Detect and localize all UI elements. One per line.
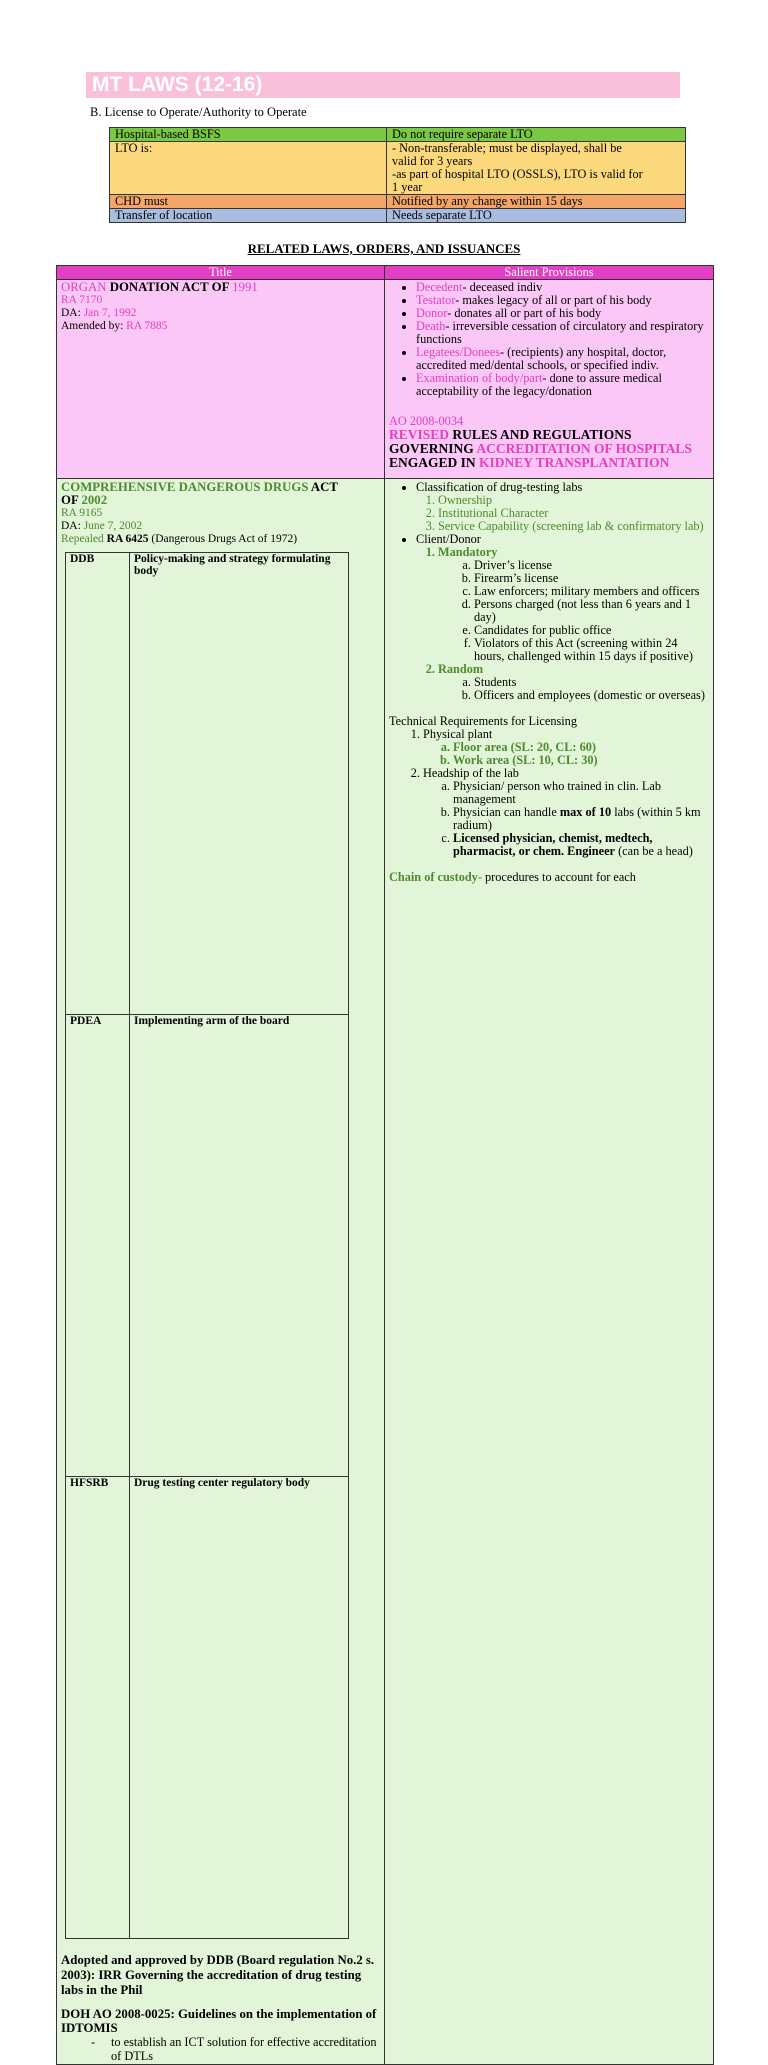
headship-list [423, 780, 709, 858]
section-subtitle: B. License to Operate/Authority to Operate [90, 105, 307, 119]
tech-requirements-label: Technical Requirements for Licensing [389, 714, 577, 728]
table-row [110, 195, 686, 209]
column-header-provisions: Salient Provisions [385, 266, 714, 280]
drugs-provisions-cell [385, 479, 714, 2065]
list-item: • Testator- makes legacy of all or part of his body [416, 294, 709, 307]
table-row [110, 142, 686, 195]
doh-ao: DOH AO 2008-0025: Guidelines on the implementation of IDTOMIS [61, 2007, 377, 2035]
table-row [110, 209, 686, 223]
mandatory-list [438, 559, 709, 663]
list-item: • Death- irreversible cessation of circulatory and respiratory functions [416, 320, 709, 346]
ao-number: AO 2008-0034 [389, 414, 464, 428]
organ-title-cell [57, 280, 385, 479]
list-item: c. Licensed physician, chemist, medtech, pharmacist, or chem. Engineer (can be a head) [453, 832, 709, 858]
drugs-law-title: COMPREHENSIVE DANGEROUS DRUGS ACT OF 2002 [61, 480, 338, 507]
classification-list [416, 494, 709, 533]
plant-list [423, 741, 709, 767]
agencies-table [65, 552, 349, 1939]
list-item: • Legatees/Donees- (recipients) any hospital, doctor, accredited med/dental schools, or specified indiv. [416, 346, 709, 372]
list-item: b. Firearm’s license [474, 572, 709, 585]
lto-label: CHD must [110, 195, 387, 209]
random-list [438, 676, 709, 702]
list-item: a. Physician/ person who trained in clin. Lab management [453, 780, 709, 806]
lto-label: LTO is: [110, 142, 387, 195]
list-item: • Client/Donor 1. Mandatory a. Driver’s license b. Firearm’s license c. Law enforcers; military members and officers d. Persons charged (not less than 6 years and 1 day) e. Candidates for public office f. Violators of this Act (screening within 24 hours, challenged within 15 days if positive) 2. Random a. Students b. Officers and employees (domestic or overseas) [416, 533, 709, 702]
list-item: 3. Service Capability (screening lab & confirmatory lab) [438, 520, 709, 533]
list-item: d. Persons charged (not less than 6 years and 1 day) [474, 598, 709, 624]
drugs-ra: RA 9165 [61, 507, 103, 519]
table-row: DDB Policy-making and strategy formulating body [66, 553, 349, 1015]
drugs-repealed: Repealed RA 6425 (Dangerous Drugs Act of 1972) [61, 533, 298, 545]
list-item: a. Floor area (SL: 20, CL: 60) [453, 741, 709, 754]
list-item: • Decedent- deceased indiv [416, 281, 709, 294]
related-laws-table [56, 265, 714, 2065]
chain-of-custody: Chain of custody- procedures to account for each [389, 870, 636, 884]
table-header-row [57, 266, 714, 280]
drugs-title-cell [57, 479, 385, 2065]
lto-value: Needs separate LTO [387, 209, 686, 223]
organ-amended: Amended by: RA 7885 [61, 320, 168, 332]
organ-ra: RA 7170 [61, 294, 103, 306]
list-item: f. Violators of this Act (screening within 24 hours, challenged within 15 days if positive) [474, 637, 709, 663]
tech-requirements-list [389, 728, 709, 858]
list-item: a. Driver’s license [474, 559, 709, 572]
lto-value: Do not require separate LTO [387, 128, 686, 142]
list-item: 1. Ownership [438, 494, 709, 507]
list-item: b. Officers and employees (domestic or overseas) [474, 689, 709, 702]
table-row [110, 128, 686, 142]
ddb-adoption: Adopted and approved by DDB (Board regulation No.2 s. 2003): IRR Governing the accreditation of drug testing labs in the Phil [61, 1953, 375, 1997]
organ-da: DA: Jan 7, 1992 [61, 307, 137, 319]
list-item: e. Candidates for public office [474, 624, 709, 637]
table-row: PDEA Implementing arm of the board [66, 1015, 349, 1477]
list-item: • Donor- donates all or part of his body [416, 307, 709, 320]
list-item: • Examination of body/part- done to assure medical acceptability of the legacy/donation [416, 372, 709, 398]
client-list [416, 546, 709, 702]
lto-value: - Non-transferable; must be displayed, shall be valid for 3 years -as part of hospital LTO (OSSLS), LTO is valid for 1 year [387, 142, 686, 195]
list-item: b. Work area (SL: 10, CL: 30) [453, 754, 709, 767]
list-item: 1. Mandatory a. Driver’s license b. Firearm’s license c. Law enforcers; military members and officers d. Persons charged (not less than 6 years and 1 day) e. Candidates for public office f. Violators of this Act (screening within 24 hours, challenged within 15 days if positive) [438, 546, 709, 663]
lto-table [109, 127, 686, 223]
list-item: b. Physician can handle max of 10 labs (within 5 km radium) [453, 806, 709, 832]
lto-value: Notified by any change within 15 days [387, 195, 686, 209]
list-item: 2. Random a. Students b. Officers and employees (domestic or overseas) [438, 663, 709, 702]
list-item: c. Law enforcers; military members and officers [474, 585, 709, 598]
lto-label: Transfer of location [110, 209, 387, 223]
organ-law-title: ORGAN DONATION ACT OF 1991 [61, 280, 258, 294]
list-item: 2. Headship of the lab a. Physician/ person who trained in clin. Lab management b. Physician can handle max of 10 labs (within 5 km radium) c. Licensed physician, chemist, medtech, pharmacist, or chem. Engineer (can be a head) [423, 767, 709, 858]
organ-provisions-cell [385, 280, 714, 479]
doh-ao-item: - to establish an ICT solution for effective accreditation of DTLs [91, 2035, 377, 2063]
organ-provisions-list [389, 281, 709, 398]
list-item: 1. Physical plant a. Floor area (SL: 20, CL: 60) b. Work area (SL: 10, CL: 30) [423, 728, 709, 767]
lto-label: Hospital-based BSFS [110, 128, 387, 142]
list-item: 2. Institutional Character [438, 507, 709, 520]
list-item: • Classification of drug-testing labs 1. Ownership 2. Institutional Character 3. Service Capability (screening lab & confirmatory lab) [416, 481, 709, 533]
table-row: HFSRB Drug testing center regulatory body [66, 1477, 349, 1939]
list-item: a. Students [474, 676, 709, 689]
column-header-title: Title [57, 266, 385, 280]
ao-title: REVISED RULES AND REGULATIONS GOVERNING ACCREDITATION OF HOSPITALS ENGAGED IN KIDNEY TRANSPLANTATION [389, 427, 692, 470]
drugs-provisions-list [389, 481, 709, 702]
page-title: MT LAWS (12-16) [86, 72, 680, 98]
related-heading: RELATED LAWS, ORDERS, AND ISSUANCES [247, 241, 521, 256]
drugs-da: DA: June 7, 2002 [61, 520, 143, 532]
table-row [57, 280, 714, 479]
table-row [57, 479, 714, 2065]
